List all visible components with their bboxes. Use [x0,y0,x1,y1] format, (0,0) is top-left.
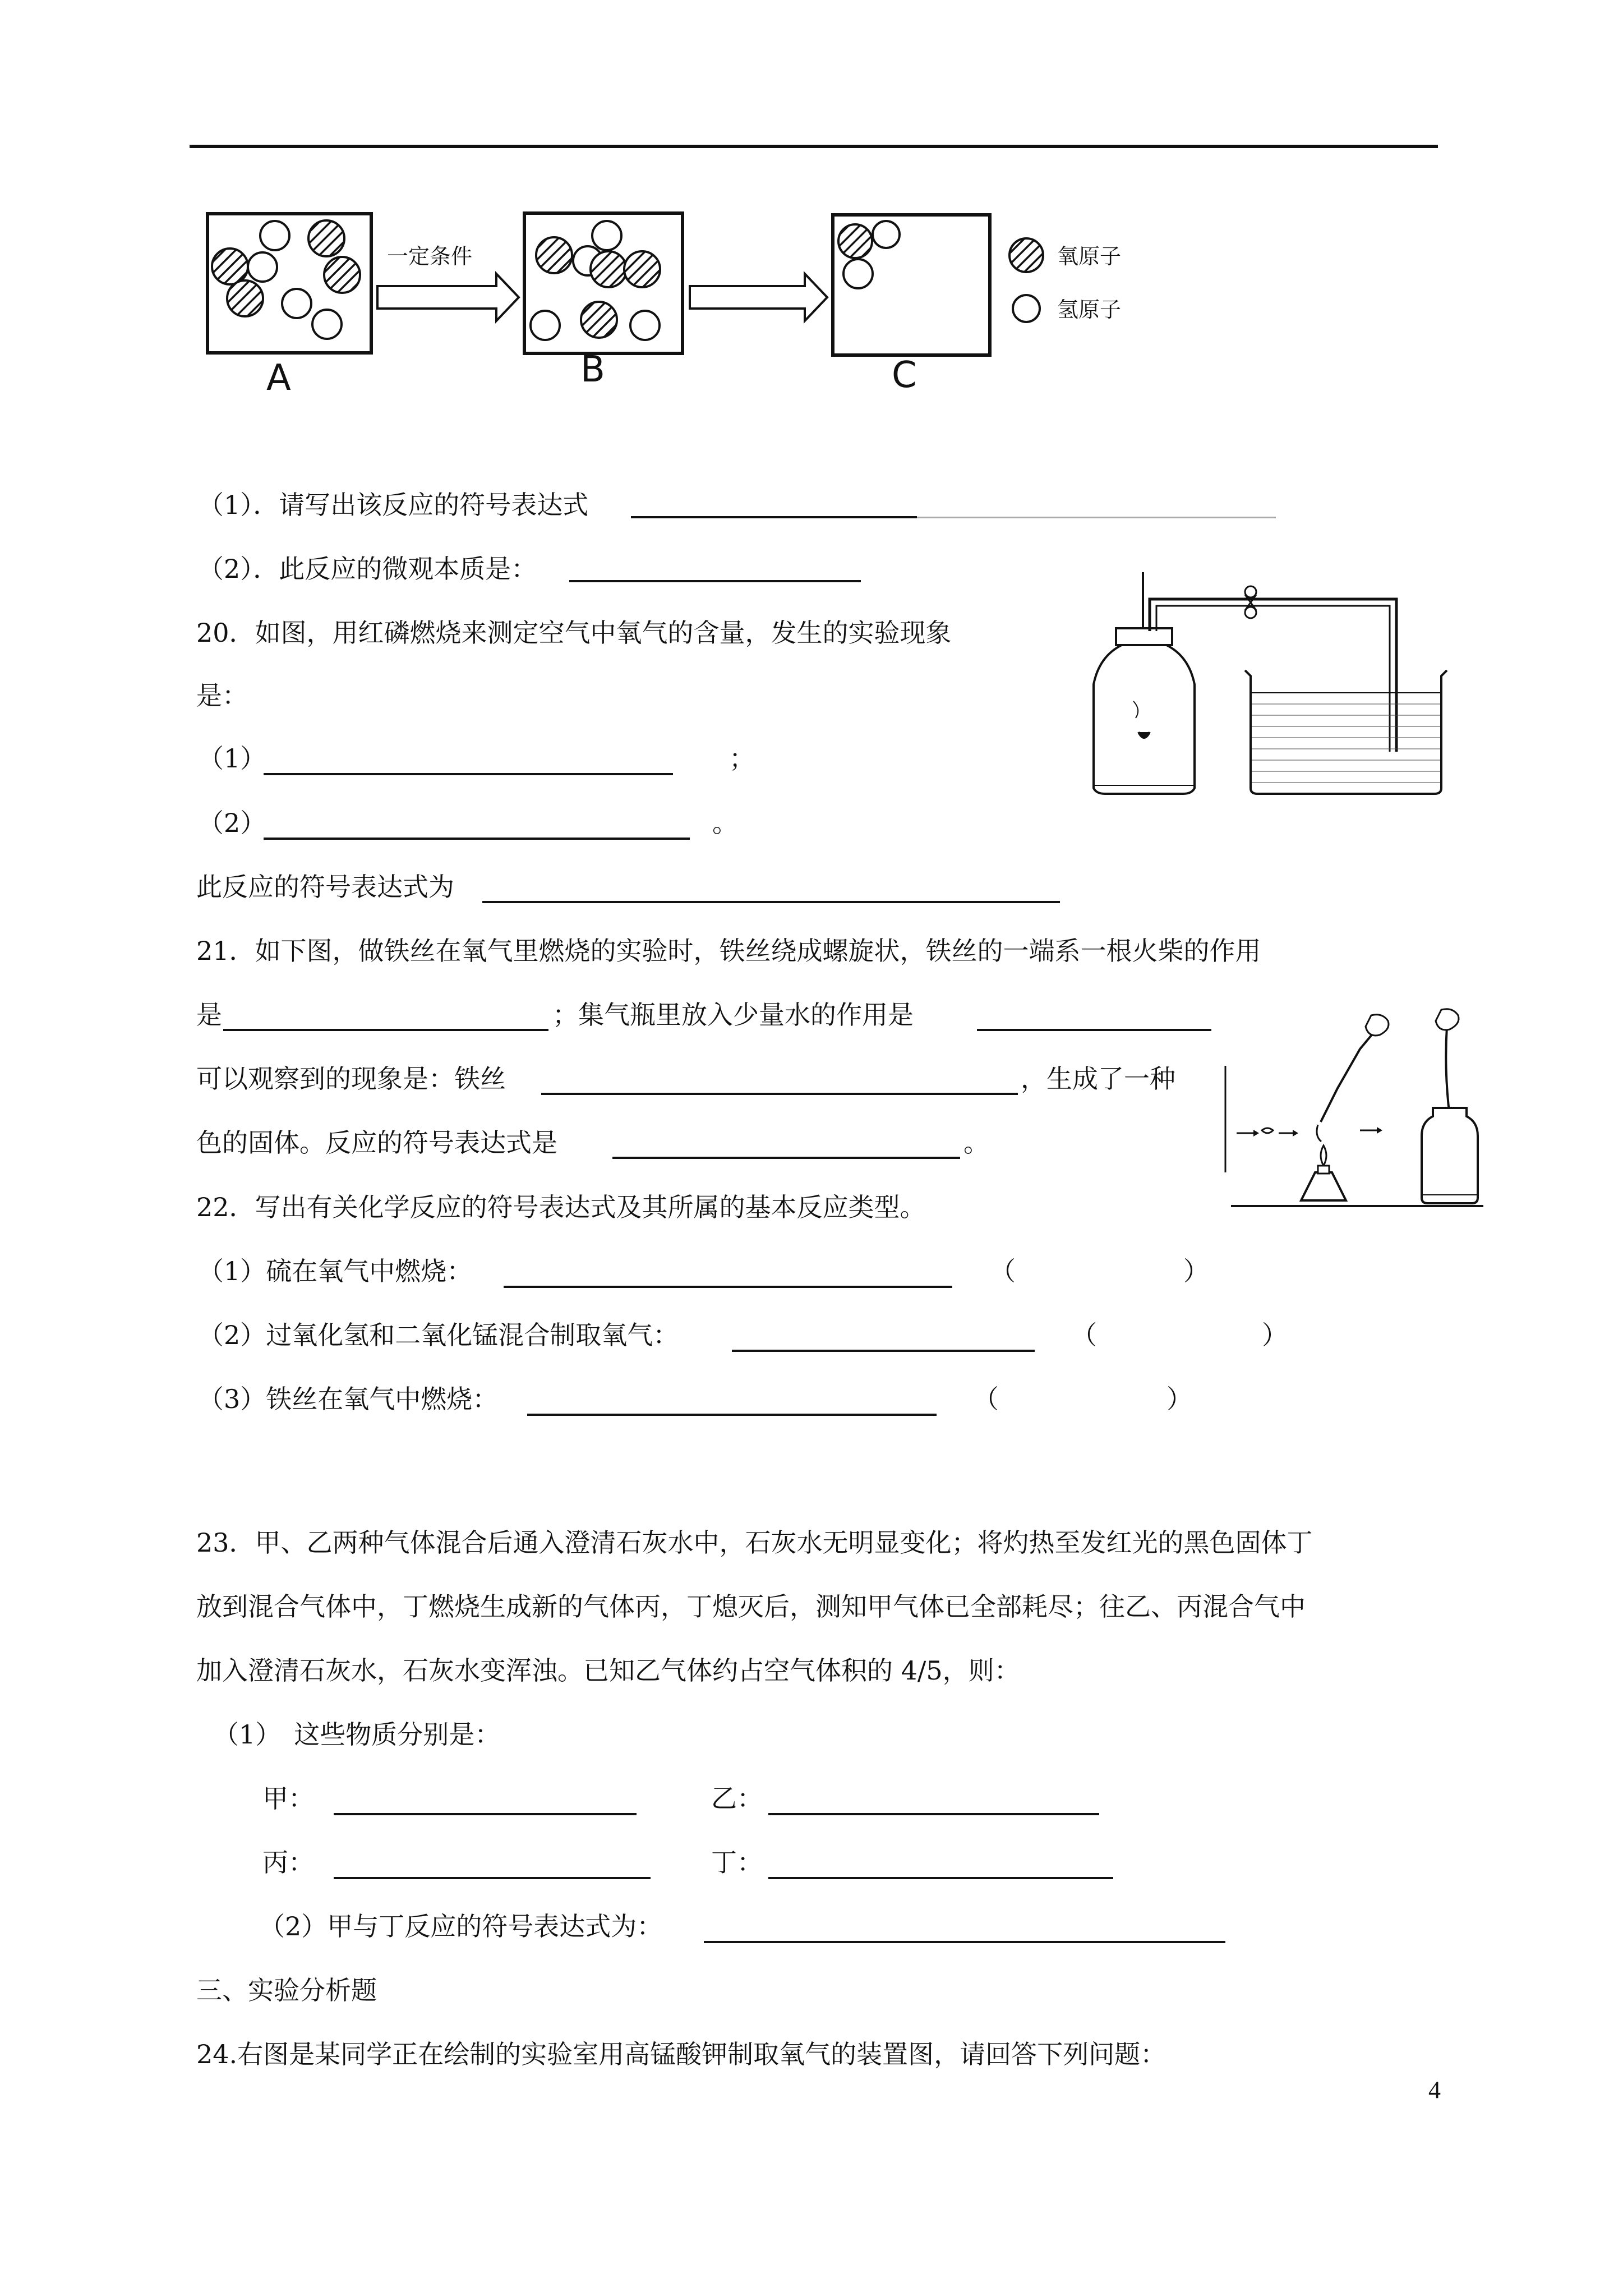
q22-item2-text: （2）过氧化氢和二氧化锰混合制取氧气： [198,1320,679,1350]
q23-part2: （2）甲与丁反应的符号表达式为： [259,1911,663,1941]
q22-item3-open-paren: （ [973,1384,999,1414]
q23-yi-label: 乙： [711,1783,763,1814]
q23-bing-blank[interactable] [334,1877,651,1879]
q23-stem-line3: 加入澄清石灰水，石灰水变浑浊。已知乙气体约占空气体积的 4/5，则： [196,1655,1020,1686]
q23-part1: （1） 这些物质分别是： [213,1719,501,1750]
q23-jia-blank[interactable] [334,1813,637,1815]
q19-part2: （2）．此反应的微观本质是： [198,554,537,584]
red-phosphorus-apparatus-figure [1082,561,1486,802]
q22-item3-equation-blank[interactable] [527,1414,937,1416]
q22-stem: 22．写出有关化学反应的符号表达式及其所属的基本反应类型。 [196,1192,926,1222]
q23-stem-line1: 23．甲、乙两种气体混合后通入澄清石灰水中，石灰水无明显变化；将灼热至发红光的黑色固体丁 [196,1527,1313,1558]
legend-hydrogen-atom: 氢原子 [1057,297,1122,322]
q19-part1-blank-extension [917,517,1276,518]
q23-bing-label: 丙： [262,1847,314,1878]
q20-equation-prompt: 此反应的符号表达式为 [196,872,454,902]
q23-stem-line2: 放到混合气体中，丁燃烧生成新的气体丙，丁熄灭后，测知甲气体已全部耗尽；往乙、丙混合气中 [196,1591,1306,1622]
q19-part2-blank[interactable] [569,580,861,582]
q21-match-purpose-blank[interactable] [223,1029,548,1031]
q20-part1-blank[interactable] [264,773,673,775]
q21-equation-blank[interactable] [612,1157,960,1159]
iron-wire-combustion-figure [1220,1004,1489,1217]
q20-part1-end: ； [729,743,755,774]
q23-jia-label: 甲： [262,1783,314,1814]
q22-item1-open-paren: （ [990,1256,1016,1286]
q21-stem-line3a: 可以观察到的现象是：铁丝 [196,1064,506,1094]
q22-item1-close-paren: ） [1183,1256,1209,1286]
q23-ding-blank[interactable] [768,1877,1113,1879]
q21-stem-line4a: 色的固体。反应的符号表达式是 [196,1128,557,1158]
legend-oxygen-atom: 氧原子 [1057,244,1122,269]
q19-part1-blank[interactable] [631,516,917,518]
q20-stem-line1: 20．如图，用红磷燃烧来测定空气中氧气的含量，发生的实验现象 [196,618,952,648]
section-heading-experiment: 三、实验分析题 [196,1975,377,2005]
q21-stem-line2b: ；集气瓶里放入少量水的作用是 [552,1000,914,1030]
q22-item2-open-paren: （ [1071,1320,1097,1350]
q24-stem: 24.右图是某同学正在绘制的实验室用高锰酸钾制取氧气的装置图，请回答下列问题： [196,2039,1166,2069]
q22-item2-equation-blank[interactable] [732,1350,1035,1352]
reaction-particle-diagram [199,208,1152,398]
q22-item2-close-paren: ） [1262,1320,1288,1350]
q19-part1: （1）．请写出该反应的符号表达式 [198,490,589,520]
arrow-condition-label: 一定条件 [387,244,473,269]
q21-water-purpose-blank[interactable] [977,1029,1211,1031]
q22-item1-text: （1）硫在氧气中燃烧： [198,1256,473,1286]
box-label-b: B [580,349,605,390]
q21-stem-line3b: ，生成了一种 [1021,1064,1175,1094]
box-label-c: C [892,355,917,396]
oxygen-atom-legend-icon [1009,238,1043,272]
q21-stem-line4b: 。 [963,1128,989,1158]
q22-item1-equation-blank[interactable] [504,1286,952,1288]
q20-part1-label: （1） [198,743,266,774]
box-label-a: A [266,357,291,398]
q20-stem-line2: 是： [196,680,248,711]
q20-part2-blank[interactable] [264,838,690,840]
q20-part2-label: （2） [198,808,266,838]
q22-item3-close-paren: ） [1166,1384,1192,1414]
q21-stem-line2a: 是 [196,1000,222,1030]
q23-ding-label: 丁： [711,1847,763,1878]
hydrogen-atom-legend-icon [1013,295,1040,322]
q21-phenomenon-blank[interactable] [541,1093,1018,1095]
q20-part2-end: 。 [712,808,738,838]
q23-part2-equation-blank[interactable] [704,1941,1225,1943]
q20-equation-blank[interactable] [482,901,1060,903]
page-number: 4 [1428,2076,1441,2104]
header-rule [190,145,1438,148]
q22-item3-text: （3）铁丝在氧气中燃烧： [198,1384,499,1414]
q21-stem-line1: 21．如下图，做铁丝在氧气里燃烧的实验时，铁丝绕成螺旋状，铁丝的一端系一根火柴的作用 [196,936,1261,966]
q23-yi-blank[interactable] [768,1813,1099,1815]
